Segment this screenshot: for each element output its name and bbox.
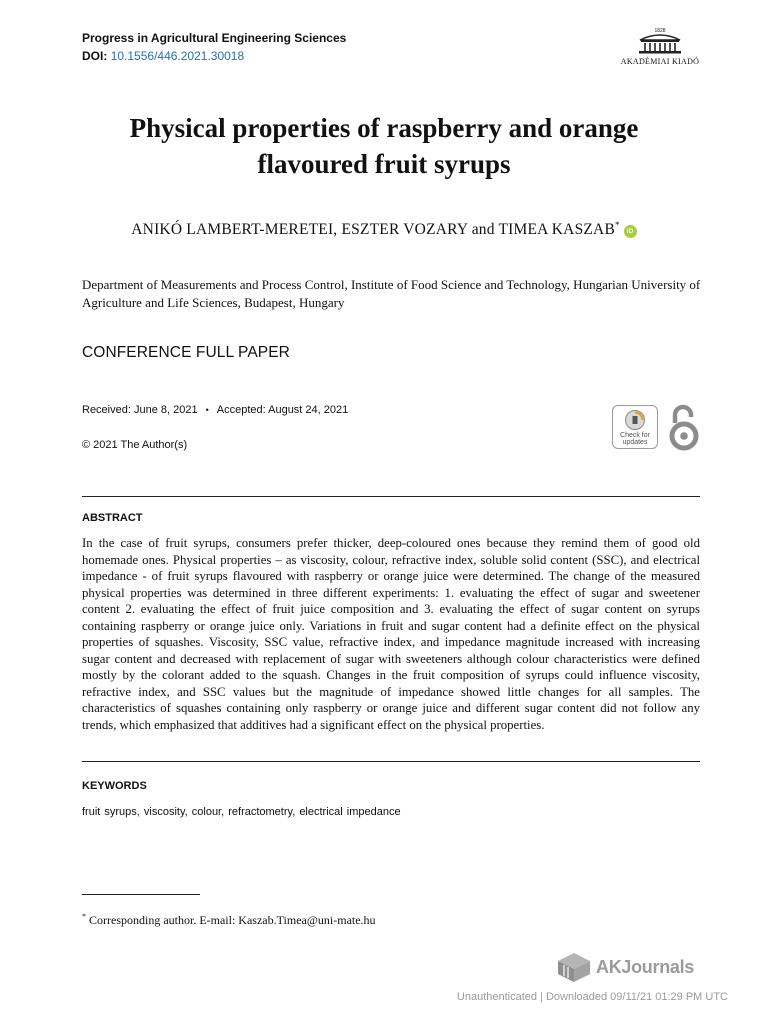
publisher-name: AKADÉMIAI KIADÓ <box>620 57 700 66</box>
akjournals-logo[interactable] <box>556 950 694 984</box>
received-date: Received: June 8, 2021 <box>82 404 198 416</box>
publisher-year: 1828 <box>654 28 666 34</box>
footnote-divider <box>82 894 200 895</box>
open-access-icon <box>666 403 702 458</box>
akjournals-brand: AKJournals <box>596 956 695 977</box>
abstract-heading: ABSTRACT <box>82 512 143 524</box>
orcid-icon[interactable]: iD <box>624 225 637 238</box>
keywords-heading: KEYWORDS <box>82 780 147 792</box>
article-title: Physical properties of raspberry and orange flavoured fruit syrups <box>129 113 639 179</box>
check-updates-line1: Check for <box>620 432 650 439</box>
publisher-building-icon <box>636 26 684 56</box>
doi-label: DOI: <box>82 49 108 63</box>
copyright: © 2021 The Author(s) <box>82 439 188 451</box>
footnote <box>82 912 376 928</box>
authors: ANIKÓ LAMBERT-MERETEI, ESZTER VOZARY and TIMEA KASZAB <box>131 221 615 239</box>
doi-link[interactable]: 10.1556/446.2021.30018 <box>110 49 245 63</box>
download-note: Unauthenticated | Downloaded 09/11/21 01:29 PM UTC <box>456 991 728 1003</box>
section-divider <box>82 761 700 762</box>
paper-type: CONFERENCE FULL PAPER <box>82 344 290 361</box>
keywords-text: fruit syrups, viscosity, colour, refractometry, electrical impedance <box>82 806 401 818</box>
check-for-updates-badge[interactable] <box>612 405 658 449</box>
check-for-updates-icon <box>623 409 647 431</box>
corresponding-mark: * <box>615 220 620 230</box>
accepted-date: Accepted: August 24, 2021 <box>216 404 349 416</box>
footnote-text: Corresponding author. E-mail: Kaszab.Timea@uni-mate.hu <box>86 913 376 927</box>
journal-name: Progress in Agricultural Engineering Sciences <box>82 31 347 45</box>
footnote-mark: * <box>82 912 86 921</box>
section-divider <box>82 496 700 497</box>
article-dates <box>82 404 348 416</box>
akjournals-logo-icon <box>556 951 592 983</box>
date-separator: • <box>205 405 209 415</box>
doi-line <box>82 49 244 63</box>
author-line <box>84 220 684 239</box>
affiliation: Department of Measurements and Process Control, Institute of Food Science and Technology, Hungarian University of Agriculture and Life Sciences, Budapest, Hungary <box>82 277 701 310</box>
abstract-text: In the case of fruit syrups, consumers prefer thicker, deep-coloured ones because they remind them of good old homemade ones. Physical properties – as viscosity, colour, refractive index, soluble solid content (SSC), and electrical impedance - of fruit syrups flavoured with raspberry or orange juice were determined. The change of the measured physical properties was determined in three different experiments: 1. evaluating the effect of sugar and sweetener content 2. evaluating the effect of fruit juice composition and 3. evaluating the effect of sugar content on syrups containing raspberry or orange juice only. Variations in fruit and sugar content had a definite effect on the physical properties of squashes. Viscosity, SSC value, refractive index, and impedance magnitude increased with increasing sugar content and decreased with replacement of sugar with sweeteners although colour characteristics were defined mostly by the colorant added to the squash. Changes in the fruit composition of syrups could influence viscosity, refractive index, and SSC values but the magnitude of impedance showed little changes for all samples. The characteristics of squashes containing only raspberry or orange juice and different sugar content did not follow any trends, which emphasized that additives had a significant effect on the physical properties. <box>82 536 700 732</box>
check-updates-line2: updates <box>622 439 648 446</box>
publisher-logo <box>612 26 708 70</box>
